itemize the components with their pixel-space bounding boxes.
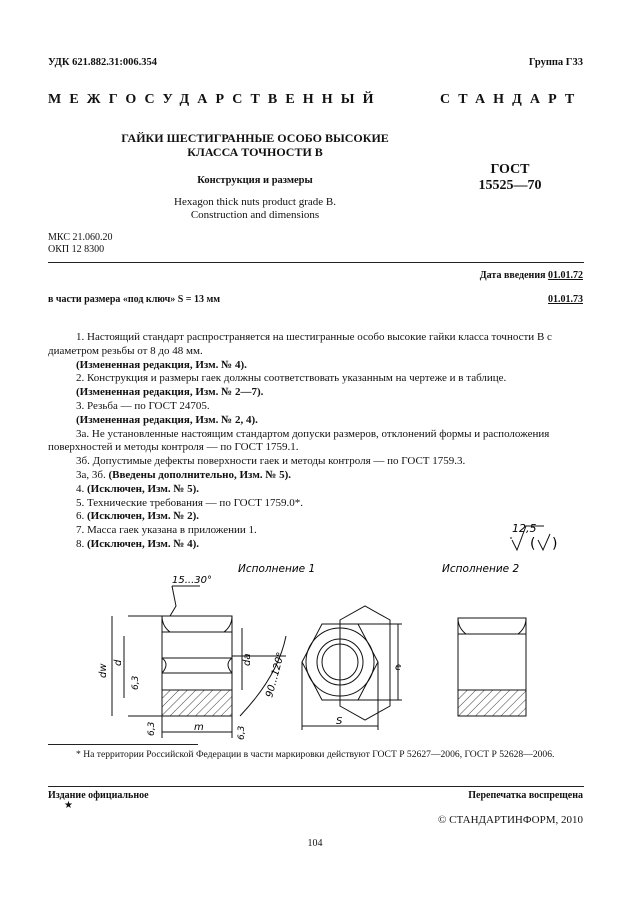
para-4 — [48, 483, 584, 497]
angle-top-arc — [170, 586, 176, 616]
document-subtitle: Конструкция и размеры — [197, 175, 313, 186]
intro-date-label: Дата введения — [479, 270, 546, 281]
partial-date-label: в части размера «под ключ» S = 13 мм — [48, 294, 221, 305]
partial-date-value: 01.01.73 — [548, 294, 583, 305]
para-1: 1. Настоящий стандарт распространяется на шестигранные особо высокие гайки класса точности В с диаметром резьбы от 8 до 48 мм. — [48, 331, 552, 357]
roughness-paren-open: ( — [530, 536, 536, 552]
para-6-prefix: 6. — [76, 510, 85, 523]
udk-code: УДК 621.882.31:006.354 — [48, 57, 157, 68]
nut2-section-hatched — [458, 690, 526, 716]
para-8-prefix: 8. — [76, 537, 85, 550]
para-3b: 3б. Допустимые дефекты поверхности гаек и методы контроля — по ГОСТ 1759.3. — [76, 455, 466, 468]
para-2: 2. Конструкция и размеры гаек должны соответствовать указанным на чертеже и в таблице. — [76, 372, 507, 385]
footnote: * На территории Российской Федерации в части маркировки действуют ГОСТ Р 52627—2006, ГОСТ Р 52628—2006. — [76, 749, 555, 760]
banner-word-standard: СТАНДАРТ — [440, 92, 583, 107]
title-line-1: ГАЙКИ ШЕСТИГРАННЫЕ ОСОБО ВЫСОКИЕ — [121, 131, 389, 145]
footnote-divider — [48, 744, 198, 745]
nut-chamfer-middle — [162, 658, 232, 673]
para-4-prefix: 4. — [76, 482, 85, 495]
reprint-notice: Перепечатка воспрещена — [468, 790, 583, 801]
dim-e-label: e — [395, 662, 402, 673]
divider-bottom — [48, 786, 584, 787]
para-1-note: (Измененная редакция, Изм. № 4). — [76, 358, 247, 371]
dim-63-b-label: 6,3 — [147, 721, 157, 736]
variant-2-label: Исполнение 2 — [442, 563, 520, 575]
para-8-note: (Исключен, Изм. № 4). — [87, 537, 200, 550]
english-title-line-1: Hexagon thick nuts product grade B. — [174, 196, 336, 208]
variant-1-top-view — [302, 606, 402, 730]
dim-dw-label: dw — [98, 663, 109, 678]
para-3ab-prefix: 3а, 3б. — [76, 468, 106, 481]
para-3ab-note: (Введены дополнительно, Изм. № 5). — [108, 468, 292, 481]
edition-label: Издание официальное — [48, 790, 149, 801]
english-title — [110, 196, 400, 222]
banner-word-interstate: МЕЖГОСУДАРСТВЕННЫЙ — [48, 92, 382, 107]
para-7: 7. Масса гаек указана в приложении 1. — [76, 524, 257, 537]
variant-1-label: Исполнение 1 — [238, 563, 316, 575]
dim-63-c-label: 6,3 — [237, 725, 247, 740]
para-3ab — [48, 469, 584, 483]
gost-code: 15525—70 — [478, 178, 542, 193]
okp-code: ОКП 12 8300 — [48, 244, 105, 255]
angle-side-label: 90...120° — [264, 651, 287, 699]
standard-banner — [48, 92, 584, 108]
variant-1-side-view — [112, 586, 286, 738]
roughness-paren-close: ) — [552, 536, 558, 552]
para-4-note: (Исключен, Изм. № 5). — [87, 482, 200, 495]
roughness-value: 12,5 — [512, 522, 537, 535]
nut-drawing — [90, 558, 590, 744]
english-title-line-2: Construction and dimensions — [190, 209, 320, 221]
body-text — [48, 331, 584, 552]
para-3-note: (Измененная редакция, Изм. № 2, 4). — [76, 413, 258, 426]
title-line-2: КЛАССА ТОЧНОСТИ В — [187, 145, 323, 159]
group-code: Группа Г33 — [528, 57, 583, 68]
roughness-symbol — [508, 520, 578, 554]
para-8 — [48, 538, 584, 552]
dim-63-a-label: 6,3 — [131, 675, 141, 690]
introduction-date — [480, 270, 583, 281]
star-mark: ★ — [64, 800, 73, 811]
para-3a: 3а. Не установленные настоящим стандартом допуски размеров, отклонений формы и расположения поверхностей и методы контроля — по ГОСТ 1759.1. — [48, 427, 550, 454]
nut-section-hatched — [162, 690, 232, 716]
hex-outline — [340, 606, 390, 720]
para-6-note: (Исключен, Изм. № 2). — [87, 510, 200, 523]
page-number: 104 — [307, 838, 323, 849]
dim-d-label: d — [113, 659, 124, 666]
para-6 — [48, 510, 584, 524]
dim-s-label: S — [336, 716, 343, 727]
nut2-chamfer-top — [458, 618, 526, 634]
classification-codes — [48, 232, 112, 256]
variant-2-side-view — [458, 618, 526, 716]
para-3: 3. Резьба — по ГОСТ 24705. — [76, 399, 210, 412]
document-title — [110, 131, 400, 159]
dim-da-label: da — [242, 653, 253, 666]
para-2-note: (Измененная редакция, Изм. № 2—7). — [76, 386, 264, 399]
intro-date-value: 01.01.72 — [548, 270, 583, 281]
divider-top — [48, 262, 584, 263]
nut-chamfer-top — [162, 616, 232, 632]
angle-top-label: 15...30° — [172, 575, 212, 586]
gost-number — [470, 162, 550, 194]
copyright: © СТАНДАРТИНФОРМ, 2010 — [438, 814, 583, 826]
mks-code: МКС 21.060.20 — [48, 232, 113, 243]
dim-m-label: m — [194, 722, 204, 733]
roughness-check-small — [538, 534, 550, 550]
para-5: 5. Технические требования — по ГОСТ 1759.0*. — [76, 496, 304, 509]
gost-label: ГОСТ — [490, 162, 530, 177]
